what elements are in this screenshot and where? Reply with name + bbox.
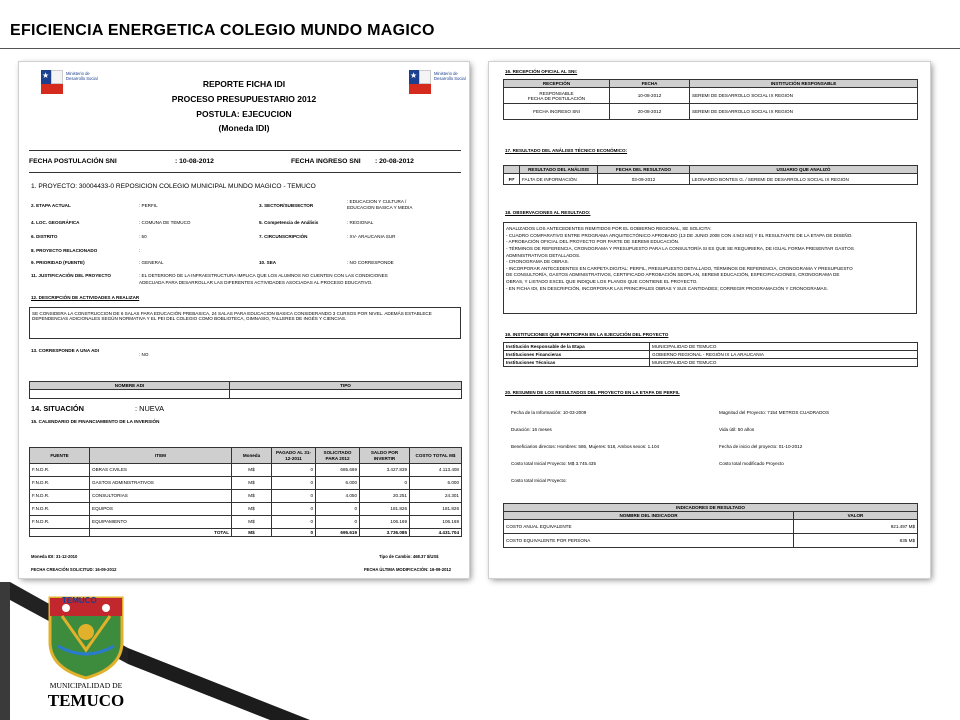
fin-cell: M$ [232, 464, 272, 477]
fin-header-cell: PAGADO AL 31-12-2011 [272, 448, 316, 464]
ministry-logo-text: Ministerio de Desarrollo Social [66, 71, 98, 81]
descripcion-text: SE CONSIDERA LA CONSTRUCCION DE 6 SALAS PARA EDUCACIÓN PREBASICA, 24 SALAS PARA EDUCACION BASICA CONSIDERANDO 3 CURSOS POR NIVEL. ADEMÁS ESTABLECE DEPENDENCIAS ADICIONALES SEGÚN NORMATIVA Y EL PEI DEL COLEGIO COMO BOBLIOTECA, GIMNASIO, TALLERES DE INGÉS Y CIENCIAS. [32, 311, 432, 322]
resumen-item: Beneficiarios directos: Hombres: 586, Mujeres: 518, Ambos sexos: 1.104 [511, 444, 660, 449]
prioridad-value: : GENERAL [139, 260, 164, 265]
relacionado-value: : [139, 248, 141, 253]
institucion-row [504, 359, 918, 367]
descripcion-box [29, 307, 461, 339]
competencia-label: 5. Competencia de Análisis [259, 220, 319, 225]
fin-cell: F.N.D.R. [30, 516, 90, 529]
resultado-header-cell: USUARIO QUE ANALIZÓ [690, 166, 918, 174]
indicador-header-cell: VALOR [794, 512, 918, 520]
moneda-idi: Moneda IDI: 31-12-2010 [31, 554, 78, 559]
resultado-cell: FI* [504, 174, 520, 185]
fin-table-row [30, 490, 462, 503]
resultado-cell: 03-09-2012 [598, 174, 690, 185]
observacion-line: - CRONOGRAMA DE OBRAS. [506, 259, 569, 265]
observacion-line: ANALIZADOS LOS ANTECEDENTES REMITIDOS POR EL GOBIERNO REGIONAL, SE SOLICITA: [506, 226, 712, 231]
fin-cell: 0 [272, 490, 316, 503]
fin-header-cell: COSTO TOTAL M$ [410, 448, 462, 464]
resultado-cell: LEONARDO BONTES G. / SEREMI DE DESARROLLO SOCIAL IX REGION [690, 174, 918, 185]
resultado-table [503, 165, 918, 185]
fin-cell: M$ [232, 490, 272, 503]
relacionado-label: 8. PROYECTO RELACIONADO [31, 248, 98, 253]
indicador-value: 921.497 M$ [794, 520, 918, 534]
situacion-label: 14. SITUACIÓN [31, 404, 84, 413]
recepcion-cell: SEREMI DE DESARROLLO SOCIAL IX REGION [690, 88, 918, 104]
report-process: PROCESO PRESUPUESTARIO 2012 [171, 94, 317, 104]
fin-cell: F.N.D.R. [30, 503, 90, 516]
etapa-label: 2. ETAPA ACTUAL [31, 203, 71, 208]
chile-flag-icon: ★ [409, 70, 431, 94]
decorative-arrow [0, 582, 960, 720]
fin-cell: 4.050 [316, 490, 360, 503]
title-divider [0, 48, 960, 49]
distrito-value: : 50 [139, 234, 147, 239]
resumen-item: Duración: 16 meses [511, 427, 552, 432]
arrow-bar [0, 582, 10, 720]
fin-table-row [30, 516, 462, 529]
fin-cell: 20.251 [360, 490, 410, 503]
fin-cell: EQUIPAMIENTO [90, 516, 232, 529]
chile-flag-icon: ★ [41, 70, 63, 94]
indicador-row [504, 534, 918, 548]
municipalidad-temuco-emblem [36, 586, 136, 720]
resumen-item: Fecha de la Información: 10-03-2009 [511, 410, 587, 415]
recepcion-cell: SEREMI DE DESARROLLO SOCIAL IX REGION [690, 104, 918, 120]
fin-table-row [30, 477, 462, 490]
fin-header-cell: ITEM [90, 448, 232, 464]
financiamiento-table [29, 447, 462, 537]
indicadores-table [503, 503, 918, 548]
recepcion-table [503, 79, 918, 120]
reporte-ficha-page [19, 62, 469, 578]
fin-cell: M$ [232, 516, 272, 529]
institucion-value: GOBIERNO REGIONAL - REGIÓN IX LA ARAUCANIA [650, 351, 918, 359]
fin-cell: 0 [272, 464, 316, 477]
institucion-row [504, 351, 918, 359]
report-title: REPORTE FICHA IDI [202, 79, 286, 89]
instituciones-section-label: 19. INSTITUCIONES QUE PARTICIPAN EN LA EJECUCIÓN DEL PROYECTO [505, 332, 669, 337]
etapa-value: : PERFIL [139, 203, 158, 208]
observacion-line: - APROBACIÓN OFICIAL DEL PROYECTO POR PARTE DE SEREMI EDUCACIÓN. [506, 239, 680, 245]
resultado-header-cell: FECHA DEL RESULTADO [598, 166, 690, 174]
fin-cell: F.N.D.R. [30, 490, 90, 503]
recepcion-cell: FECHA INGRESO SNI [504, 104, 610, 120]
sea-value: : NO CORRESPONDE [347, 260, 394, 265]
competencia-value: : REGIONAL [347, 220, 374, 225]
adi-col-nombre: NOMBRE ADI [30, 382, 230, 390]
sector-label: 3. SECTOR/SUBSECTOR [259, 203, 314, 208]
fin-cell: EQUIPOS [90, 503, 232, 516]
fin-cell: 0 [272, 477, 316, 490]
fin-table-row [30, 503, 462, 516]
sea-label: 10. SEA [259, 260, 277, 265]
resumen-item: Costo total modificado Proyecto [719, 461, 784, 466]
loc-value: : COMUNA DE TEMUCO [139, 220, 191, 225]
institucion-value: MUNICIPALIDAD DE TEMUCO [650, 343, 918, 351]
resumen-section-label: 20. RESUMEN DE LOS RESULTADOS DEL PROYECTO EN LA ETAPA DE PERFIL [505, 390, 680, 395]
indicadores-title: INDICADORES DE RESULTADO [504, 504, 918, 512]
fin-total-cell: TOTAL [90, 529, 232, 537]
fin-cell: 0 [316, 516, 360, 529]
fin-cell: F.N.D.R. [30, 464, 90, 477]
recepcion-row [504, 88, 918, 104]
resultado-header-cell [504, 166, 520, 174]
fin-cell: OBRAS CIVILES [90, 464, 232, 477]
indicador-name: COSTO EQUIVALENTE POR PERSONA [504, 534, 794, 548]
fin-total-cell: 4.431.704 [410, 529, 462, 537]
fin-cell: 6.000 [410, 477, 462, 490]
observaciones-section-label: 18. OBSERVACIONES AL RESULTADO: [505, 210, 591, 215]
fin-cell: M$ [232, 503, 272, 516]
resultado-cell: FALTA DE INFORMACIÓN [520, 174, 598, 185]
calendario-label: 15. CALENDARIO DE FINANCIAMIENTO DE LA INVERSIÓN [31, 419, 160, 424]
observaciones-box [503, 222, 917, 314]
resumen-item: Costo total Inicial Proyecto: [511, 478, 567, 483]
tipo-cambio: Tipo de Cambio: 468.37 $/US$ [379, 554, 439, 559]
justificacion-value-2: ADECUADA PARA DESARROLLAR LAS DIFERENTES ACTIVIDADES ASOCIADAS AL PROCESO EDUCATIVO. [139, 280, 373, 285]
fin-cell: 181.826 [360, 503, 410, 516]
observacion-line: - TÉRMINOS DE REFERENCIA, CRONOGRAMA Y PRESUPUESTO PARA LA CONSULTORÍA SI ES QUE SE REQUIRIERA, DE IGUAL FORMA PRESENTAR GASTOS [506, 245, 854, 251]
report-postula: POSTULA: EJECUCION [196, 109, 292, 119]
indicador-name: COSTO ANUAL EQUIVALENTE [504, 520, 794, 534]
institucion-row [504, 343, 918, 351]
recepcion-header-cell: RECEPCIÓN [504, 80, 610, 88]
fin-cell: 24.301 [410, 490, 462, 503]
fin-cell: GASTOS ADMINISTRATIVOS [90, 477, 232, 490]
reporte-ficha-page-2 [489, 62, 930, 578]
observacion-line: OBRAS, Y LISTADO EXCEL QUE INDIQUE LOS PLANOS QUE CONTIENE EL PROYECTO. [506, 279, 698, 285]
fin-cell: 6.000 [316, 477, 360, 490]
adi-value: : NO [139, 352, 149, 357]
emblem-banner: TEMUCO [62, 596, 97, 605]
fin-cell: 3.427.839 [360, 464, 410, 477]
fin-header-cell: FUENTE [30, 448, 90, 464]
distrito-label: 6. DISTRITO [31, 234, 58, 239]
fin-cell: 0 [360, 477, 410, 490]
resultado-row [504, 174, 918, 185]
fin-cell: 0 [316, 503, 360, 516]
fin-total-cell: 0 [272, 529, 316, 537]
justificacion-label: 11. JUSTIFICACIÓN DEL PROYECTO [31, 273, 111, 278]
indicador-value: 835 M$ [794, 534, 918, 548]
fin-cell: 4.113.408 [410, 464, 462, 477]
fecha-creacion: FECHA CREACIÓN SOLICITUD: 16-09-2012 [31, 567, 117, 572]
report-moneda: (Moneda IDI) [218, 123, 270, 133]
fin-cell: 685.669 [316, 464, 360, 477]
slide-title: EFICIENCIA ENERGETICA COLEGIO MUNDO MAGICO [10, 22, 435, 39]
recepcion-cell: 20-08-2012 [610, 104, 690, 120]
emblem-line2: TEMUCO [47, 691, 125, 710]
recepcion-cell: RESPONSABLE FECHA DE POSTULACIÓN [504, 88, 610, 104]
adi-label: 13. CORRESPONDE A UNA ADI [31, 348, 99, 353]
fin-cell: F.N.D.R. [30, 477, 90, 490]
resumen-item: Vida útil: 50 años [719, 427, 755, 432]
observacion-line: - INCORPORAR ANTECEDENTES EN CARPETA DIGITAL: PERFIL, PRESUPUESTO DETALLADO, TÉRMINOS DE REFERENCIA, CRONOGRAMA Y PRESUPUESTO [506, 265, 853, 271]
fin-cell: CONSULTORIAS [90, 490, 232, 503]
fin-cell: M$ [232, 477, 272, 490]
recepcion-cell: 10-08-2012 [610, 88, 690, 104]
resumen-item: Magnitud del Proyecto: 7154 METROS CUADRADOS [719, 410, 830, 415]
adi-table [29, 381, 462, 399]
fin-header-cell: SALDO POR INVERTIR [360, 448, 410, 464]
observacion-line: - EN FICHA IDI, EN DESCRIPCIÓN, INCORPORAR LAS PRINCIPALES OBRAS Y SUS CANTIDADES; CORREGIR PROGRAMACIÓN Y CRONOGRAMAS. [506, 285, 828, 291]
institucion-label: Institución Responsable de la Etapa [504, 343, 650, 351]
ministry-logo-text: Ministerio de Desarrollo Social [434, 71, 466, 81]
fecha-postulacion-label: FECHA POSTULACIÓN SNI [29, 158, 117, 165]
recepcion-header-cell: INSTITUCIÓN RESPONSABLE [690, 80, 918, 88]
observacion-line: DE CONSULTORÍA, GASTOS ADMINISTRATIVOS, CERTIFICADO APROBACIÓN SEOPLAN, SEREMI EDUCACIÓN, ESPECIFICACIONES, CRONOGRAMA DE [506, 272, 840, 278]
fin-total-cell: 695.619 [316, 529, 360, 537]
resultado-header-cell: RESULTADO DEL ANÁLISIS [520, 166, 598, 174]
resumen-item: Costo total Inicial Proyecto: M$ 3.745.435 [511, 461, 597, 466]
descripcion-label: 12. DESCRIPCIÓN DE ACTIVIDADES A REALIZAR [31, 295, 140, 300]
situacion-value: : NUEVA [135, 404, 165, 413]
fecha-ingreso-label: FECHA INGRESO SNI [291, 158, 361, 165]
fin-cell: 0 [272, 516, 316, 529]
resultado-section-label: 17. RESULTADO DEL ANÁLISIS TÉCNICO ECONÓMICO: [505, 148, 628, 153]
fin-total-cell: M$ [232, 529, 272, 537]
circunscripcion-label: 7. CIRCUNSCRIPCIÓN [259, 234, 308, 239]
fin-cell: 0 [272, 503, 316, 516]
observacion-line: - CUADRO COMPARATIVO ENTRE PROGRAMA ARQUITECTÓNICO APROBADO (13 DE JUNIO 2008 CON 4.943 M2) Y EL RESULTANTE DE LA ETAPA DE DISEÑO. [506, 232, 853, 238]
indicador-header-cell: NOMBRE DEL INDICADOR [504, 512, 794, 520]
fecha-modificacion: FECHA ÚLTIMA MODIFICACIÓN: 16-09-2012 [364, 567, 452, 572]
resumen-item: Fecha de inicio del proyecto: 01-10-2012 [719, 444, 803, 449]
emblem-line1: MUNICIPALIDAD DE [49, 681, 123, 690]
proyecto-line: 1. PROYECTO: 30004433-0 REPOSICION COLEGIO MUNICIPAL MUNDO MAGICO - TEMUCO [31, 183, 316, 190]
recepcion-section-label: 16. RECEPCIÓN OFICIAL AL SNI: [505, 69, 578, 74]
adi-col-tipo: TIPO [230, 382, 462, 390]
observacion-line: ADMINISTRATIVOS DETALLADOS. [506, 252, 581, 258]
fin-header-cell: SOLICITADO PARA 2012 [316, 448, 360, 464]
justificacion-value: : EL DETERIORO DE LA INFRAESTRUCTURA IMPLICA QUE LOS ALUMNOS NO CUENTEN CON LAS CONDICIONES [139, 273, 388, 278]
fin-total-cell: 3.736.085 [360, 529, 410, 537]
circunscripcion-value: : XV- ARAUCANIA SUR [347, 234, 396, 239]
fin-total-row [30, 529, 462, 537]
institucion-label: Instituciones Financieras [504, 351, 650, 359]
fin-cell: 106.169 [360, 516, 410, 529]
prioridad-label: 9. PRIORIDAD (FUENTE) [31, 260, 85, 265]
loc-label: 4. LOC. GEOGRÁFICA [31, 220, 80, 225]
fecha-ingreso-value: : 20-08-2012 [375, 158, 414, 165]
institucion-value: MUNICIPALIDAD DE TEMUCO [650, 359, 918, 367]
indicador-row [504, 520, 918, 534]
fin-total-cell [30, 529, 90, 537]
fin-cell: 106.169 [410, 516, 462, 529]
recepcion-header-cell: FECHA [610, 80, 690, 88]
fin-cell: 181.826 [410, 503, 462, 516]
institucion-label: Instituciones Técnicas [504, 359, 650, 367]
sector-value-2: EDUCACION BASICA Y MEDIA [347, 205, 413, 210]
sector-value: : EDUCACION Y CULTURA / [347, 199, 407, 204]
recepcion-row [504, 104, 918, 120]
fin-header-cell: Moneda [232, 448, 272, 464]
fecha-postulacion-value: : 10-08-2012 [175, 158, 214, 165]
instituciones-table [503, 342, 918, 367]
fin-table-row [30, 464, 462, 477]
